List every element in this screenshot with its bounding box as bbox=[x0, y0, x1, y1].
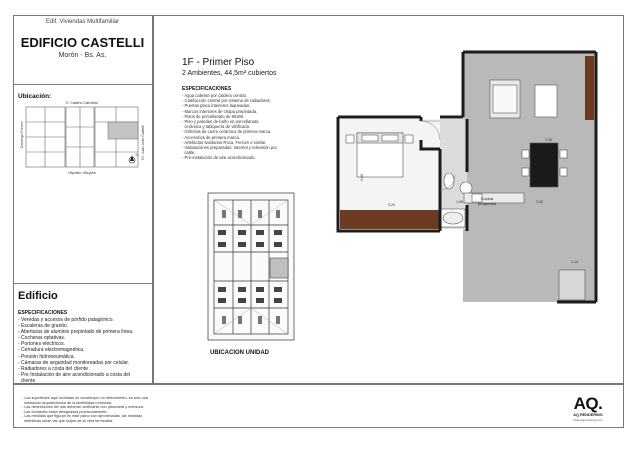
dim-living-width: 3.05 bbox=[536, 200, 543, 204]
building-spec-item: - Aberturas de aluminio prepintado de primera línea. bbox=[18, 329, 134, 336]
street-bottom: Hipólito Vieytes bbox=[68, 170, 96, 175]
unit-spec-item: - Agua caliente por caldera central. bbox=[182, 93, 247, 98]
unit-spec-item: - Artefactos sanitarios Roca, Ferrum o similar. bbox=[182, 139, 267, 145]
building-specs-title: ESPECIFICACIONES bbox=[18, 310, 68, 316]
building-spec-item: - Radiadores a costa del cliente bbox=[18, 365, 89, 372]
dim-bed-height: 3.60 bbox=[360, 174, 364, 181]
building-title: Edificio bbox=[18, 290, 58, 302]
unit-title: 1F - Primer Piso bbox=[182, 57, 255, 68]
building-spec-item: - Escaleras de granito. bbox=[18, 323, 69, 330]
dim-living-height: 3.35 bbox=[545, 138, 552, 142]
aq-logo: AQ. bbox=[573, 394, 603, 413]
building-spec-item: - Portones eléctricos. bbox=[18, 341, 65, 348]
unit-spec-item: - Pre-instalación de aire acondicionado. bbox=[182, 155, 256, 161]
ubicacion-label: Ubicación: bbox=[18, 93, 52, 100]
street-right: Gr. Juan José Castelli bbox=[141, 125, 145, 160]
street-left: Domingo French bbox=[20, 121, 24, 148]
unit-spec-item: cerámica y tabiquería de vitrificado. bbox=[182, 124, 251, 130]
footer-note: - Las medidas que figuran en este plano son aproximadas, las medidas bbox=[22, 414, 143, 419]
unit-spec-item: - Instalaciones preparadas: Internet y televisión por bbox=[182, 145, 277, 151]
aq-logo-sub: AQ RENDERING bbox=[573, 413, 603, 417]
unit-spec-item: - Griferías de cierre cerámico de primera marca. bbox=[182, 129, 272, 135]
footer-note: definitivas serán las que surjan de la obra terminada. bbox=[22, 418, 114, 423]
dim-bath-width: 1.55 bbox=[456, 200, 463, 204]
building-spec-item: - Cámaras de seguridad monitoreadas por celular. bbox=[18, 359, 130, 366]
building-spec-item: cliente bbox=[18, 377, 36, 384]
street-top: V. Castro Cambón bbox=[65, 100, 99, 105]
footer-notes bbox=[22, 396, 148, 424]
building-spec-item: - Pre Instalación de aire acondicionado a costa del bbox=[18, 371, 131, 378]
kitchen-label: Cocina propuesta bbox=[478, 196, 496, 206]
unit-spec-item: cable. bbox=[182, 150, 196, 156]
unit-spec-item: - Calefacción central por sistema de radiadores. bbox=[182, 98, 271, 104]
footer-note: - Las dimensiones del lote deberán verificarse con plancheta y mensura. bbox=[22, 405, 144, 410]
unit-spec-item: - Accesorios de primera marca. bbox=[182, 134, 240, 140]
header-title: EDIFICIO CASTELLI bbox=[20, 35, 145, 50]
building-spec-item: - Veredas y accesos de pórfido patagónico. bbox=[18, 317, 114, 323]
north-label: N bbox=[135, 153, 139, 157]
unit-spec-item: - Puertas placa interiores laqueadas. bbox=[182, 103, 251, 109]
header-subtitle: Edif. Viviendas Multifamiliar bbox=[45, 19, 120, 25]
dim-bed-width: 3.20 bbox=[388, 203, 395, 207]
aq-logo-url: www.aqrendering.com bbox=[573, 418, 603, 422]
building-spec-item: - Cerradura electromagnética. bbox=[18, 347, 85, 354]
building-spec-item: - Presión hidroneumática. bbox=[18, 353, 75, 360]
unit-spec-item: - Pisos de porcellanato de 60x60. bbox=[182, 113, 245, 119]
footer-note: - Las Unidades están designadas provisoriamente. bbox=[22, 409, 108, 414]
unit-specs-title: ESPECIFICACIONES bbox=[182, 86, 232, 92]
building-spec-item: - Cocheras optativas. bbox=[18, 335, 66, 342]
unit-subtitle: 2 Ambientes, 44,5m² cubiertos bbox=[182, 70, 277, 77]
ubicacion-unidad-label: UBICACION UNIDAD bbox=[210, 350, 269, 356]
dim-balcony: 1.14 bbox=[571, 260, 578, 264]
footer-note: ilustración arquitectónica de la factibilidad ruminosa. bbox=[22, 400, 112, 405]
unit-spec-item: - Piso y paredes de baño en porcellanato, bbox=[182, 119, 260, 125]
footer-note: - Las superficies aquí incluidas no constituyen un ofrecimiento, es sólo una bbox=[22, 396, 149, 400]
header-location: Morón - Bs. As. bbox=[58, 52, 107, 59]
unit-spec-item: - Marcos interiores de chapa prepintada. bbox=[182, 108, 258, 114]
